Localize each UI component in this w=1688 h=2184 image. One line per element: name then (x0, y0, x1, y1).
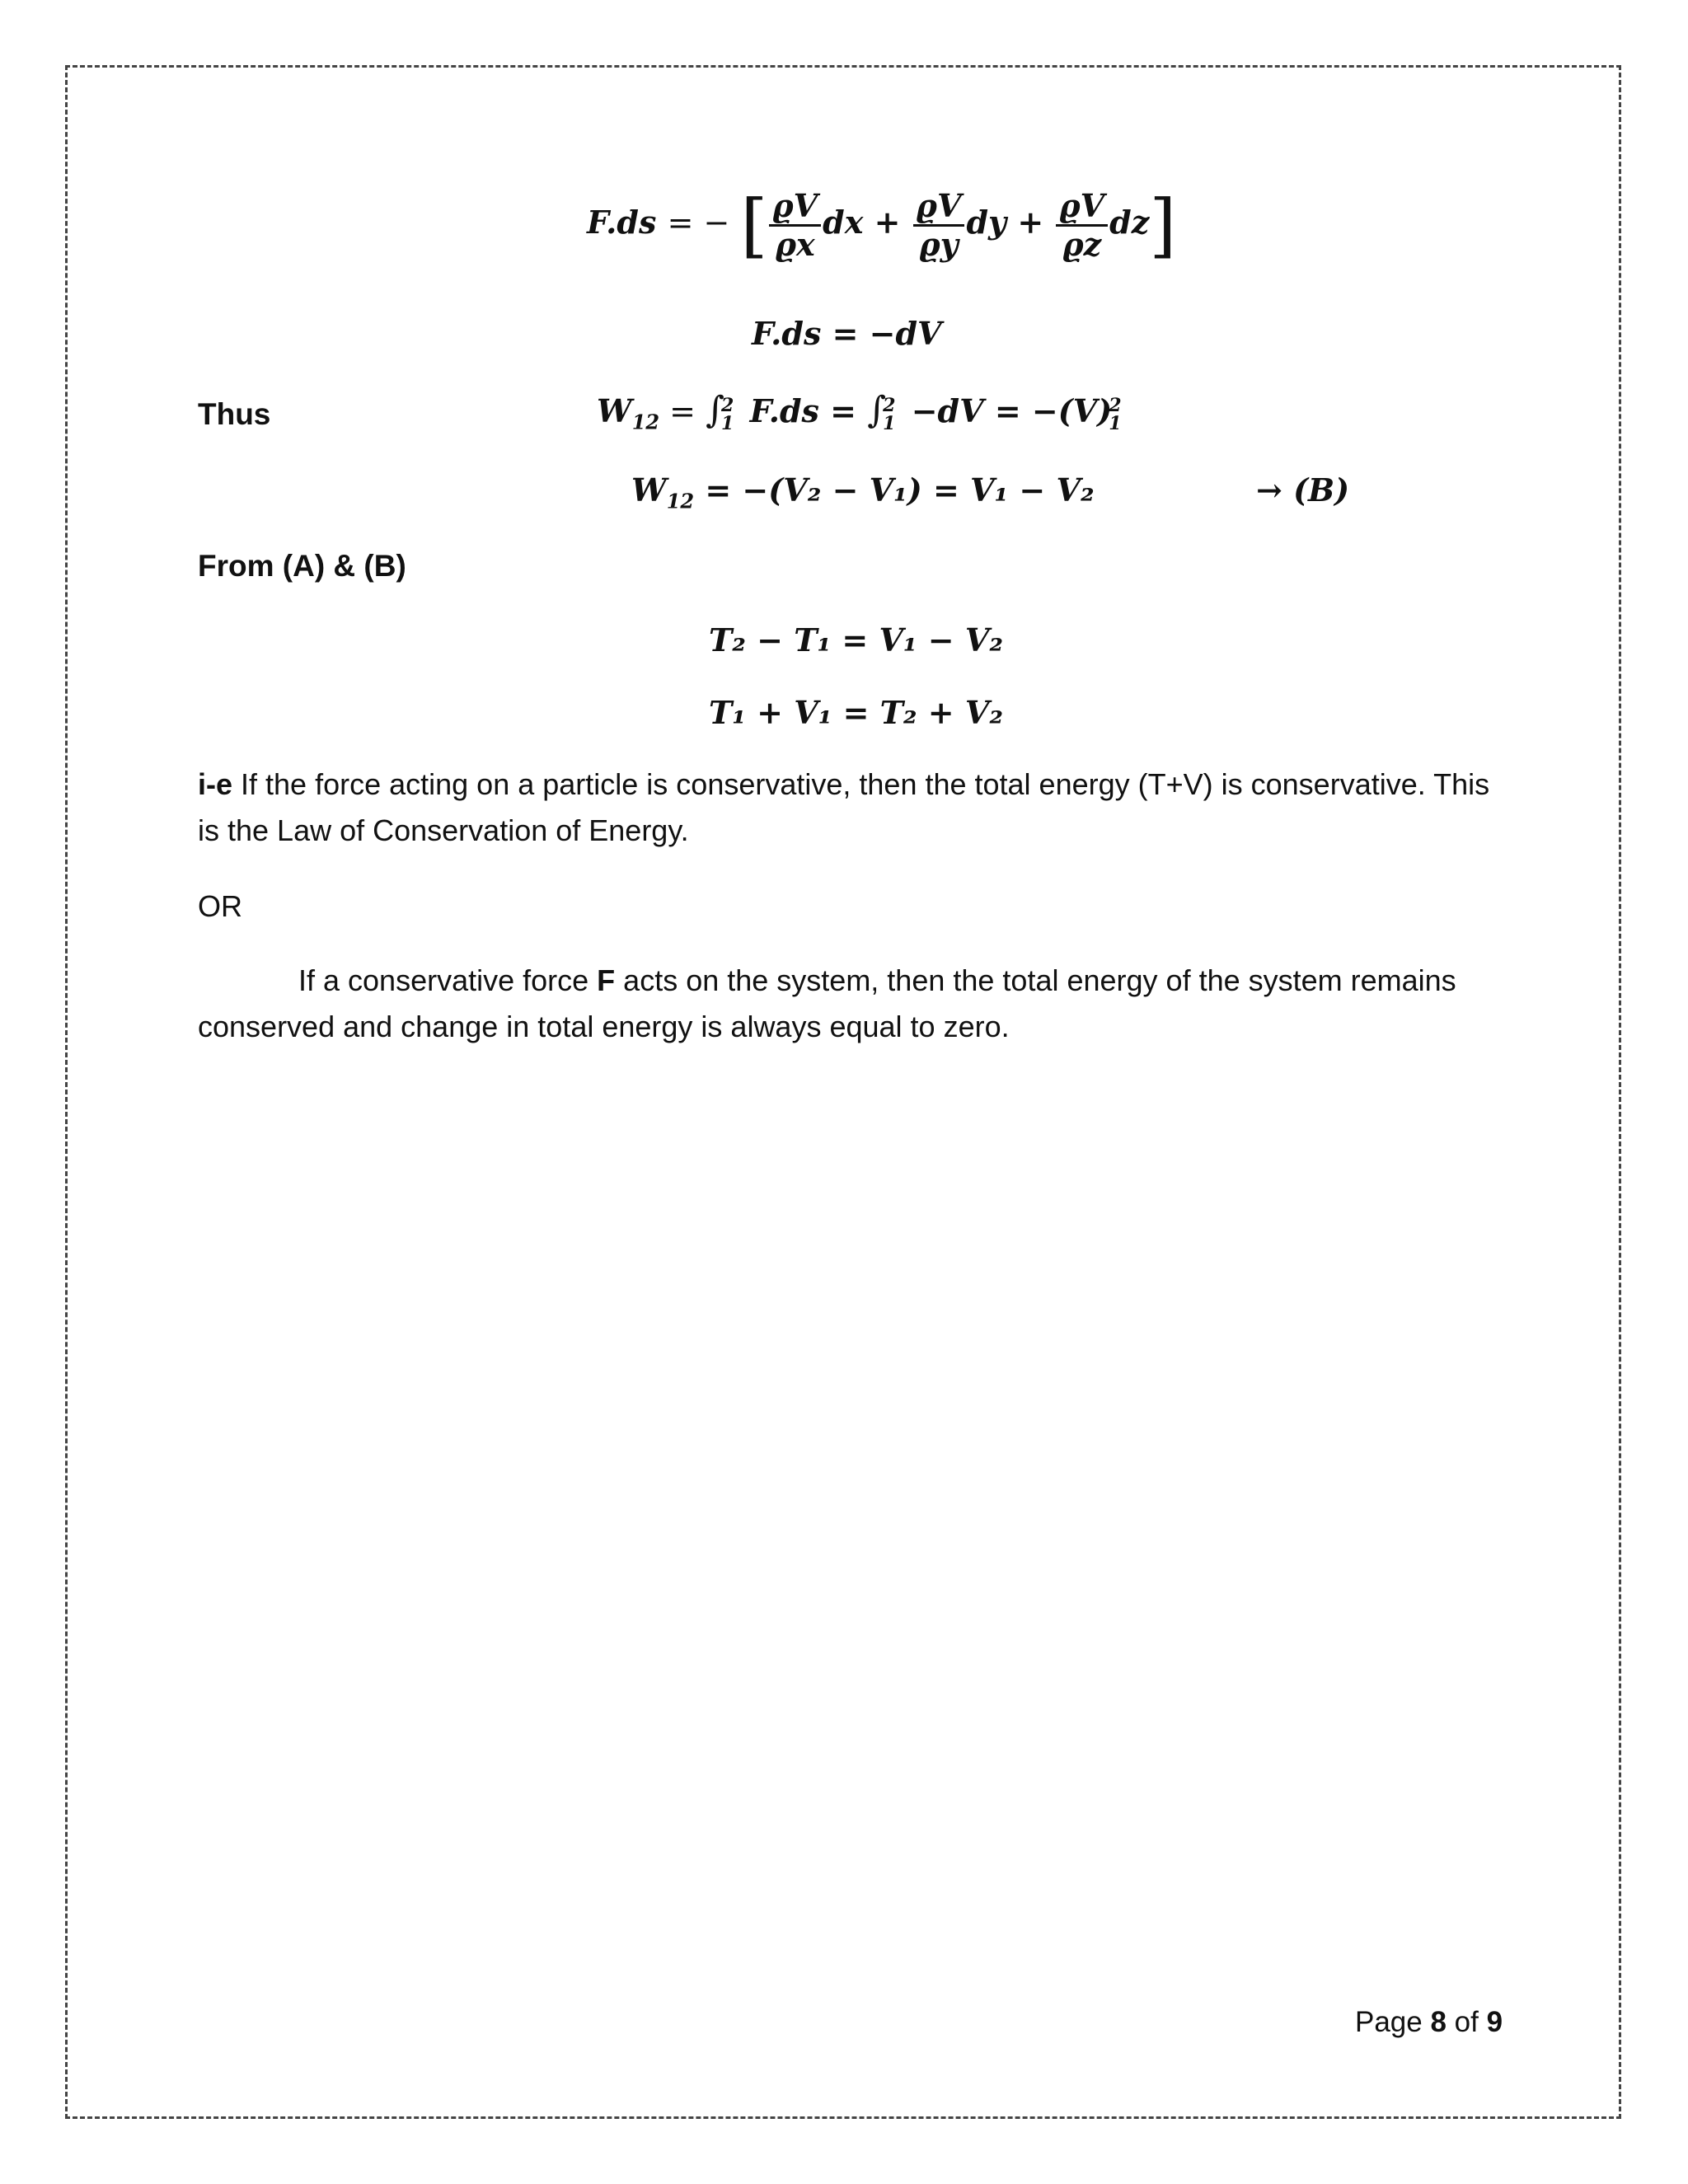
equation-work-integral: $W_{12}$ = ∫ 2 1 F.ds = ∫ 2 1 −dV = −(V) 2 1 (597, 389, 1122, 434)
fraction-dv-dx: $\frac{ϱV}{ϱx}$ (769, 188, 821, 263)
paragraph-conservative-force: If a conservative force F acts on the system, then the total energy of the system remains conserved and change in total energy is always equal to zero. (198, 963, 1456, 1043)
equation-force-displacement-dv: F.ds = −dV (752, 315, 942, 352)
label-from-a-and-b: From (A) & (B) (198, 549, 406, 583)
paragraph-lead-ie: i-e (198, 767, 233, 801)
left-bracket: [ (740, 185, 768, 266)
integral-sign: ∫ (867, 389, 887, 431)
equation-work-potential-difference: $W_{12} = -(V_2 - V_1) = V_1 - V_2$ (631, 471, 1095, 513)
paragraph-conservation-statement: i-e If the force acting on a particle is conservative, then the total energy (T+V) is conservative. This is the Law of Conservation of Energy. (198, 767, 1490, 847)
page-number-footer: Page 8 of 9 (1355, 2006, 1503, 2038)
equation-kinetic-potential-relation: T₂ − T₁ = V₁ − V₂ (709, 621, 1003, 658)
fraction-dv-dy: $\frac{ϱV}{ϱy}$ (913, 188, 965, 263)
integral-sign: ∫ (706, 389, 725, 431)
right-bracket: ] (1149, 185, 1177, 266)
label-thus: Thus (198, 397, 271, 431)
fraction-dv-dz: $\frac{ϱV}{ϱz}$ (1056, 188, 1108, 263)
equation-tag-b: → (B) (1256, 471, 1350, 509)
label-or: OR (198, 889, 242, 923)
equation-energy-conservation: T₁ + V₁ = T₂ + V₂ (709, 694, 1003, 731)
equation-force-displacement-expanded: F.ds = − [ $\frac{ϱV}{ϱx}$ dx + $\frac{ϱV}{ϱy}$ dy + $\frac{ϱV}{ϱz}$ dz] (587, 185, 1177, 266)
page-border (65, 65, 1621, 2119)
